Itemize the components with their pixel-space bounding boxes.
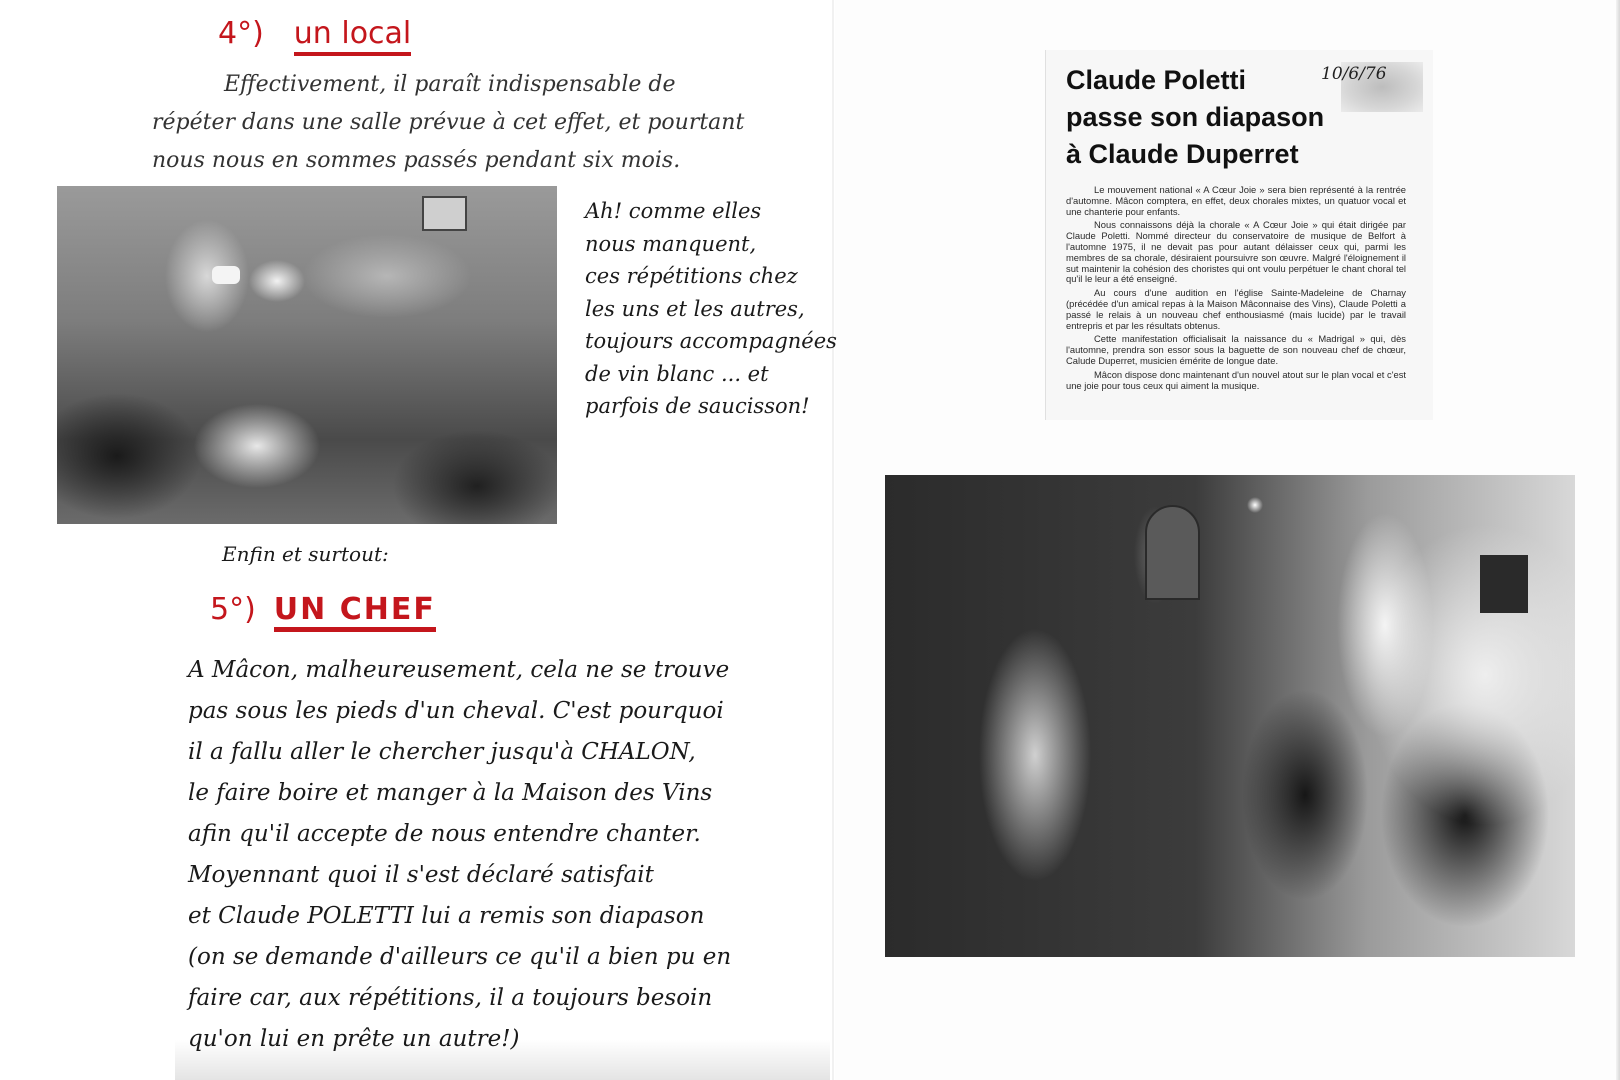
side-note-line: Ah! comme elles xyxy=(585,199,762,223)
clipping-headline xyxy=(1066,62,1324,173)
section-5-heading xyxy=(210,592,436,632)
paragraph-line: Effectivement, il paraît indispensable de xyxy=(224,72,676,97)
clipping-date: 10/6/76 xyxy=(1321,64,1387,84)
page-edge xyxy=(1616,0,1620,1080)
newspaper-clipping xyxy=(1045,50,1433,420)
clipping-paragraph: Nous connaissons déjà la chorale « A Cœur Joie » qui était dirigée par Claude Poletti. Nommé directeur du conservatoire de musique de Belfort à l'automne 1975, il ne devait pas pour autant délaisser ceux qui, parmi les membres de sa chorale, désiraient poursuivre son œuvre. Malgré l'éloignement il sut maintenir la cohésion des choristes qui ont voulu perpétuer le chant choral tel qu'il le leur a été enseigné. xyxy=(1066,219,1406,285)
section-5-paragraph xyxy=(188,650,731,1060)
paragraph-line: pas sous les pieds d'un cheval. C'est pourquoi xyxy=(188,698,724,724)
stained-glass-window xyxy=(1145,505,1200,600)
clipping-paragraph: Mâcon dispose donc maintenant d'un nouvel atout sur le plan vocal et c'est une joie pour tous ceux qui aiment la musique. xyxy=(1066,368,1406,391)
paragraph-line: nous nous en sommes passés pendant six mois. xyxy=(152,148,681,173)
side-note-line: nous manquent, xyxy=(585,231,757,256)
wall-plaque xyxy=(1480,555,1528,613)
clipping-body xyxy=(1066,185,1406,394)
transition-text: Enfin et surtout: xyxy=(222,542,389,566)
picture-frame xyxy=(422,196,467,231)
paragraph-line: il a fallu aller le chercher jusqu'à CHALON, xyxy=(188,739,696,765)
section-5-title: UN CHEF xyxy=(274,592,436,632)
lamp xyxy=(212,266,240,284)
paragraph-line: A Mâcon, malheureusement, cela ne se trouve xyxy=(188,657,730,683)
paragraph-line: (on se demande d'ailleurs ce qu'il a bien pu en xyxy=(188,944,732,970)
photo-church-handshake xyxy=(885,475,1575,957)
headline-line: Claude Poletti xyxy=(1066,65,1247,95)
paragraph-line: faire car, aux répétitions, il a toujours besoin xyxy=(188,985,713,1011)
side-note-line: de vin blanc ... et xyxy=(585,361,769,386)
section-4-title: un local xyxy=(294,16,411,56)
headline-line: à Claude Duperret xyxy=(1066,139,1299,169)
headline-line: passe son diapason xyxy=(1066,102,1325,132)
clipping-paragraph: Le mouvement national « A Cœur Joie » sera bien représenté à la rentrée d'automne. Mâcon comptera, en effet, deux chorales mixtes, un quatuor vocal et une chanterie pour enfants. xyxy=(1066,184,1406,217)
paragraph-line: qu'on lui en prête un autre!) xyxy=(188,1026,520,1052)
section-5-number: 5°) xyxy=(210,592,256,627)
section-4-paragraph xyxy=(152,66,744,180)
paragraph-line: et Claude POLETTI lui a remis son diapason xyxy=(188,903,705,929)
side-note-line: les uns et les autres, xyxy=(585,296,805,321)
clipping-paragraph: Au cours d'une audition en l'église Sainte-Madeleine de Charnay (précédée d'un amical repas à la Maison Mâconnaise des Vins), Claude Poletti a passé le relais à un nouveau chef enthousiasmé (mais lucide) par le travail entrepris et par les résultats obtenus. xyxy=(1066,287,1406,331)
section-4-number: 4°) xyxy=(218,16,264,51)
side-note xyxy=(585,195,837,423)
paragraph-line: répéter dans une salle prévue à cet effet, et pourtant xyxy=(152,110,745,135)
paragraph-line: Moyennant quoi il s'est déclaré satisfait xyxy=(188,862,654,888)
page-gutter xyxy=(832,0,834,1080)
section-4-heading xyxy=(218,16,411,56)
side-note-line: ces répétitions chez xyxy=(585,264,798,288)
side-note-line: toujours accompagnées xyxy=(585,329,837,353)
side-note-line: parfois de saucisson! xyxy=(585,394,810,418)
paragraph-line: afin qu'il accepte de nous entendre chanter. xyxy=(188,821,701,847)
paragraph-line: le faire boire et manger à la Maison des Vins xyxy=(188,780,713,806)
photo-living-room-rehearsal xyxy=(57,186,557,524)
clipping-paragraph: Cette manifestation officialisait la naissance du « Madrigal » qui, dès l'automne, prendra son essor sous la baguette de son nouveau chef de chœur, Calude Duperret, musicien émérite de longue date. xyxy=(1066,333,1406,366)
